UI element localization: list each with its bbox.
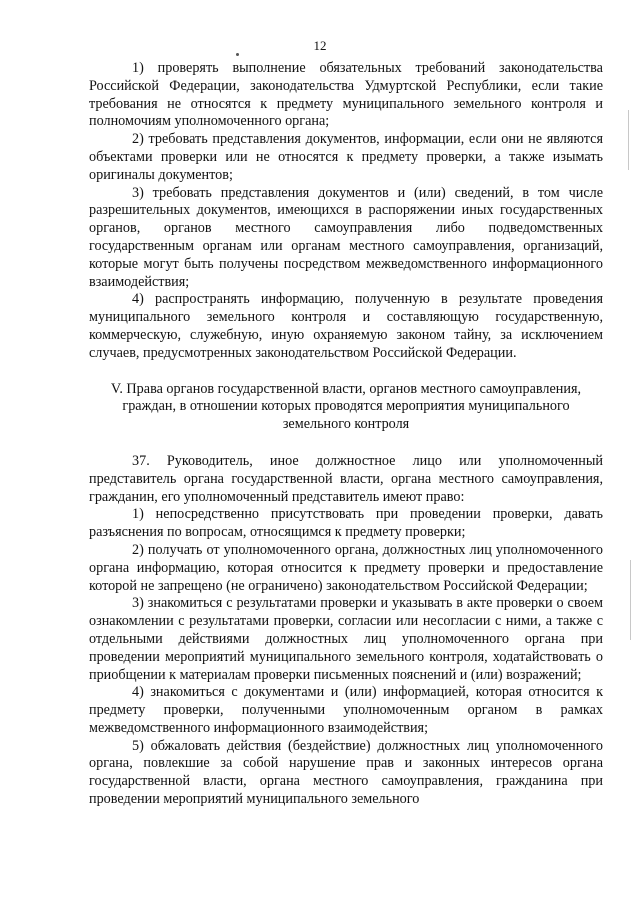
list-item: 1) непосредственно присутствовать при проведении проверки, давать разъяснения по вопросам, относящимся к предмету проверки; <box>89 506 603 541</box>
document-body <box>89 60 603 809</box>
list-item: 3) знакомиться с результатами проверки и указывать в акте проверки о своем ознакомлении с результатами проверки, согласии или несогласии с ними, а также с отдельными действиями должностных лиц уполномоченного органа при проведении мероприятий муниципального земельного контроля, ходатайствовать о приобщении к материалам проверки письменных пояснений и (или) возражений; <box>89 595 603 683</box>
list-item: 5) обжаловать действия (бездействие) должностных лиц уполномоченного органа, повлекшие за собой нарушение прав и законных интересов органа государственной власти, органа местного самоуправления, гражданина при проведении мероприятий муниципального земельного <box>89 737 603 808</box>
list-item: 3) требовать представления документов и (или) сведений, в том числе разрешительных документов, имеющихся в распоряжении иных государственных органов, органов местного самоуправления либо подведомственных государственным органам или органам местного самоуправления, организаций, которые могут быть получены посредством межведомственного информационного взаимодействия; <box>89 184 603 290</box>
section-heading: V. Права органов государственной власти, органов местного самоуправления, граждан, в отношении которых проводятся мероприятия муниципального земельного контроля <box>110 380 582 433</box>
list-item: 2) требовать представления документов, информации, если они не являются объектами проверки или не относятся к предмету проверки, а также изымать оригиналы документов; <box>89 131 603 183</box>
list-item: 4) распространять информацию, полученную в результате проведения муниципального земельного контроля и составляющую государственную, коммерческую, служебную, иную охраняемую законом тайну, за исключением случаев, предусмотренных законодательством Российской Федерации. <box>89 291 603 361</box>
clause-paragraph: 37. Руководитель, иное должностное лицо или уполномоченный представитель органа государственной власти, органа местного самоуправления, гражданин, его уполномоченный представитель имеют право: <box>89 452 603 505</box>
page-number: 12 <box>313 38 327 53</box>
list-item: 2) получать от уполномоченного органа, должностных лиц уполномоченного органа информацию, которая относится к предмету проверки и предоставление которой не запрещено (не ограничено) законодательством Российской Федерации; <box>89 541 603 594</box>
scan-edge-mark <box>628 110 629 170</box>
list-item: 4) знакомиться с документами и (или) информацией, которая относится к предмету проверки, полученными уполномоченным органом в рамках межведомственного информационного взаимодействия; <box>89 684 603 736</box>
list-item: 1) проверять выполнение обязательных требований законодательства Российской Федерации, законодательства Удмуртской Республики, если такие требования не относятся к предмету муниципального земельного контроля и полномочиям уполномоченного органа; <box>89 60 603 130</box>
scan-edge-mark <box>630 560 631 640</box>
